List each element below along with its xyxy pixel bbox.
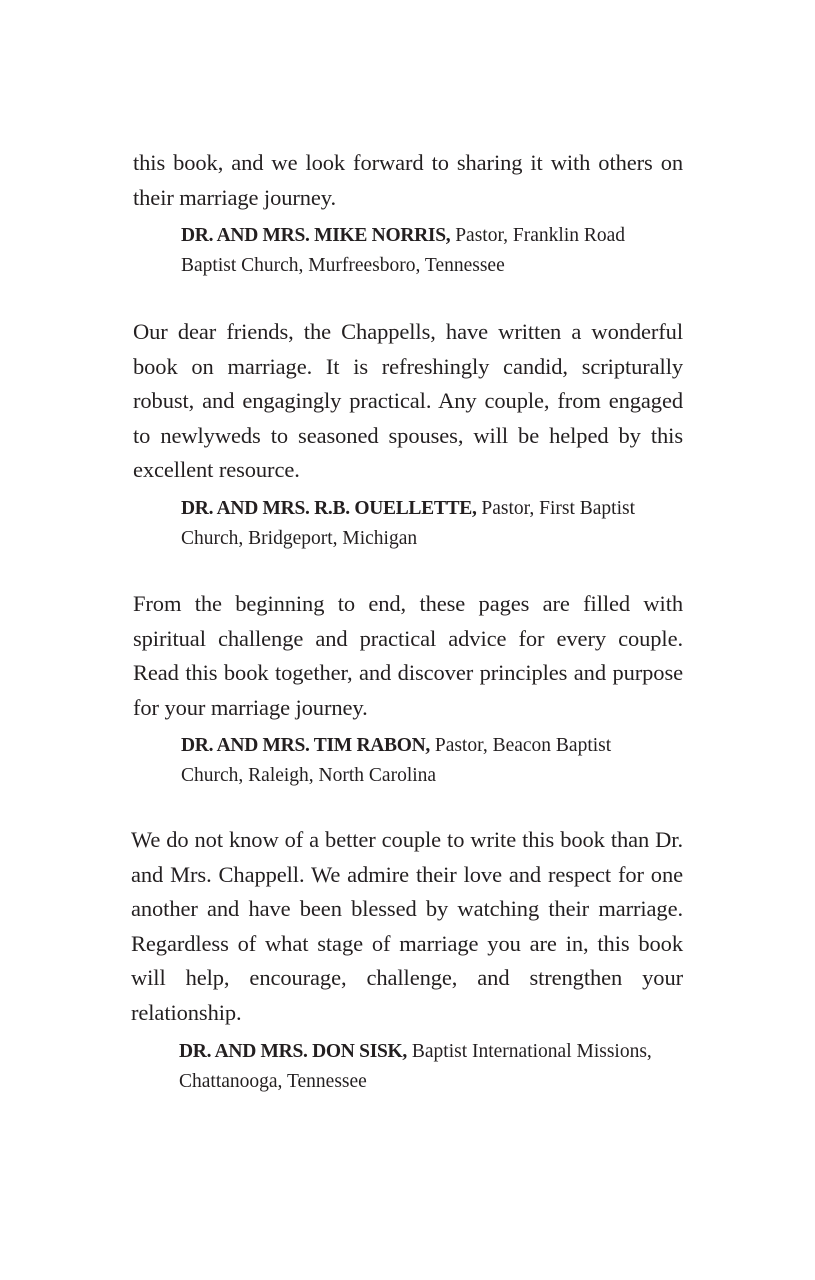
endorsement-attribution	[181, 221, 683, 281]
endorser-name: DR. AND MRS. DON SISK,	[179, 1040, 407, 1062]
endorsement-attribution	[179, 1037, 683, 1097]
endorsement-quote: From the beginning to end, these pages are filled with spiritual challenge and practical advice for every couple. Read this book together, and discover principles and purpose for your marriage journey.	[133, 591, 683, 720]
endorser-affiliation: Pastor, First Baptist Church, Bridgeport, Michigan	[181, 497, 636, 549]
endorsement-rabon	[133, 587, 683, 791]
endorser-affiliation: Pastor, Franklin Road Baptist Church, Murfreesboro, Tennessee	[181, 225, 626, 277]
endorsement-quote: We do not know of a better couple to write this book than Dr. and Mrs. Chappell. We admire their love and respect for one another and have been blessed by watching their marriage. Regardless of what stage of marriage you are in, this book will help, encourage, challenge, and strengthen your relationship.	[131, 827, 683, 1025]
endorsement-quote: this book, and we look forward to sharing it with others on their marriage journey.	[133, 150, 683, 210]
endorsement-sisk	[131, 823, 683, 1097]
endorsement-norris	[133, 146, 683, 281]
endorsement-quote: Our dear friends, the Chappells, have written a wonderful book on marriage. It is refreshingly candid, scripturally robust, and engagingly practical. Any couple, from engaged to newlyweds to seasoned spouses, will be helped by this excellent resource.	[133, 319, 683, 483]
endorsement-attribution	[181, 731, 683, 791]
endorsement-attribution	[181, 494, 683, 554]
endorser-name: DR. AND MRS. TIM RABON,	[181, 735, 430, 757]
endorser-affiliation: Pastor, Beacon Baptist Church, Raleigh, North Carolina	[181, 735, 612, 787]
endorser-affiliation: Baptist International Missions, Chattanooga, Tennessee	[179, 1040, 652, 1092]
endorser-name: DR. AND MRS. R.B. OUELLETTE,	[181, 497, 477, 519]
endorsement-ouellette	[133, 315, 683, 554]
endorser-name: DR. AND MRS. MIKE NORRIS,	[181, 225, 451, 247]
